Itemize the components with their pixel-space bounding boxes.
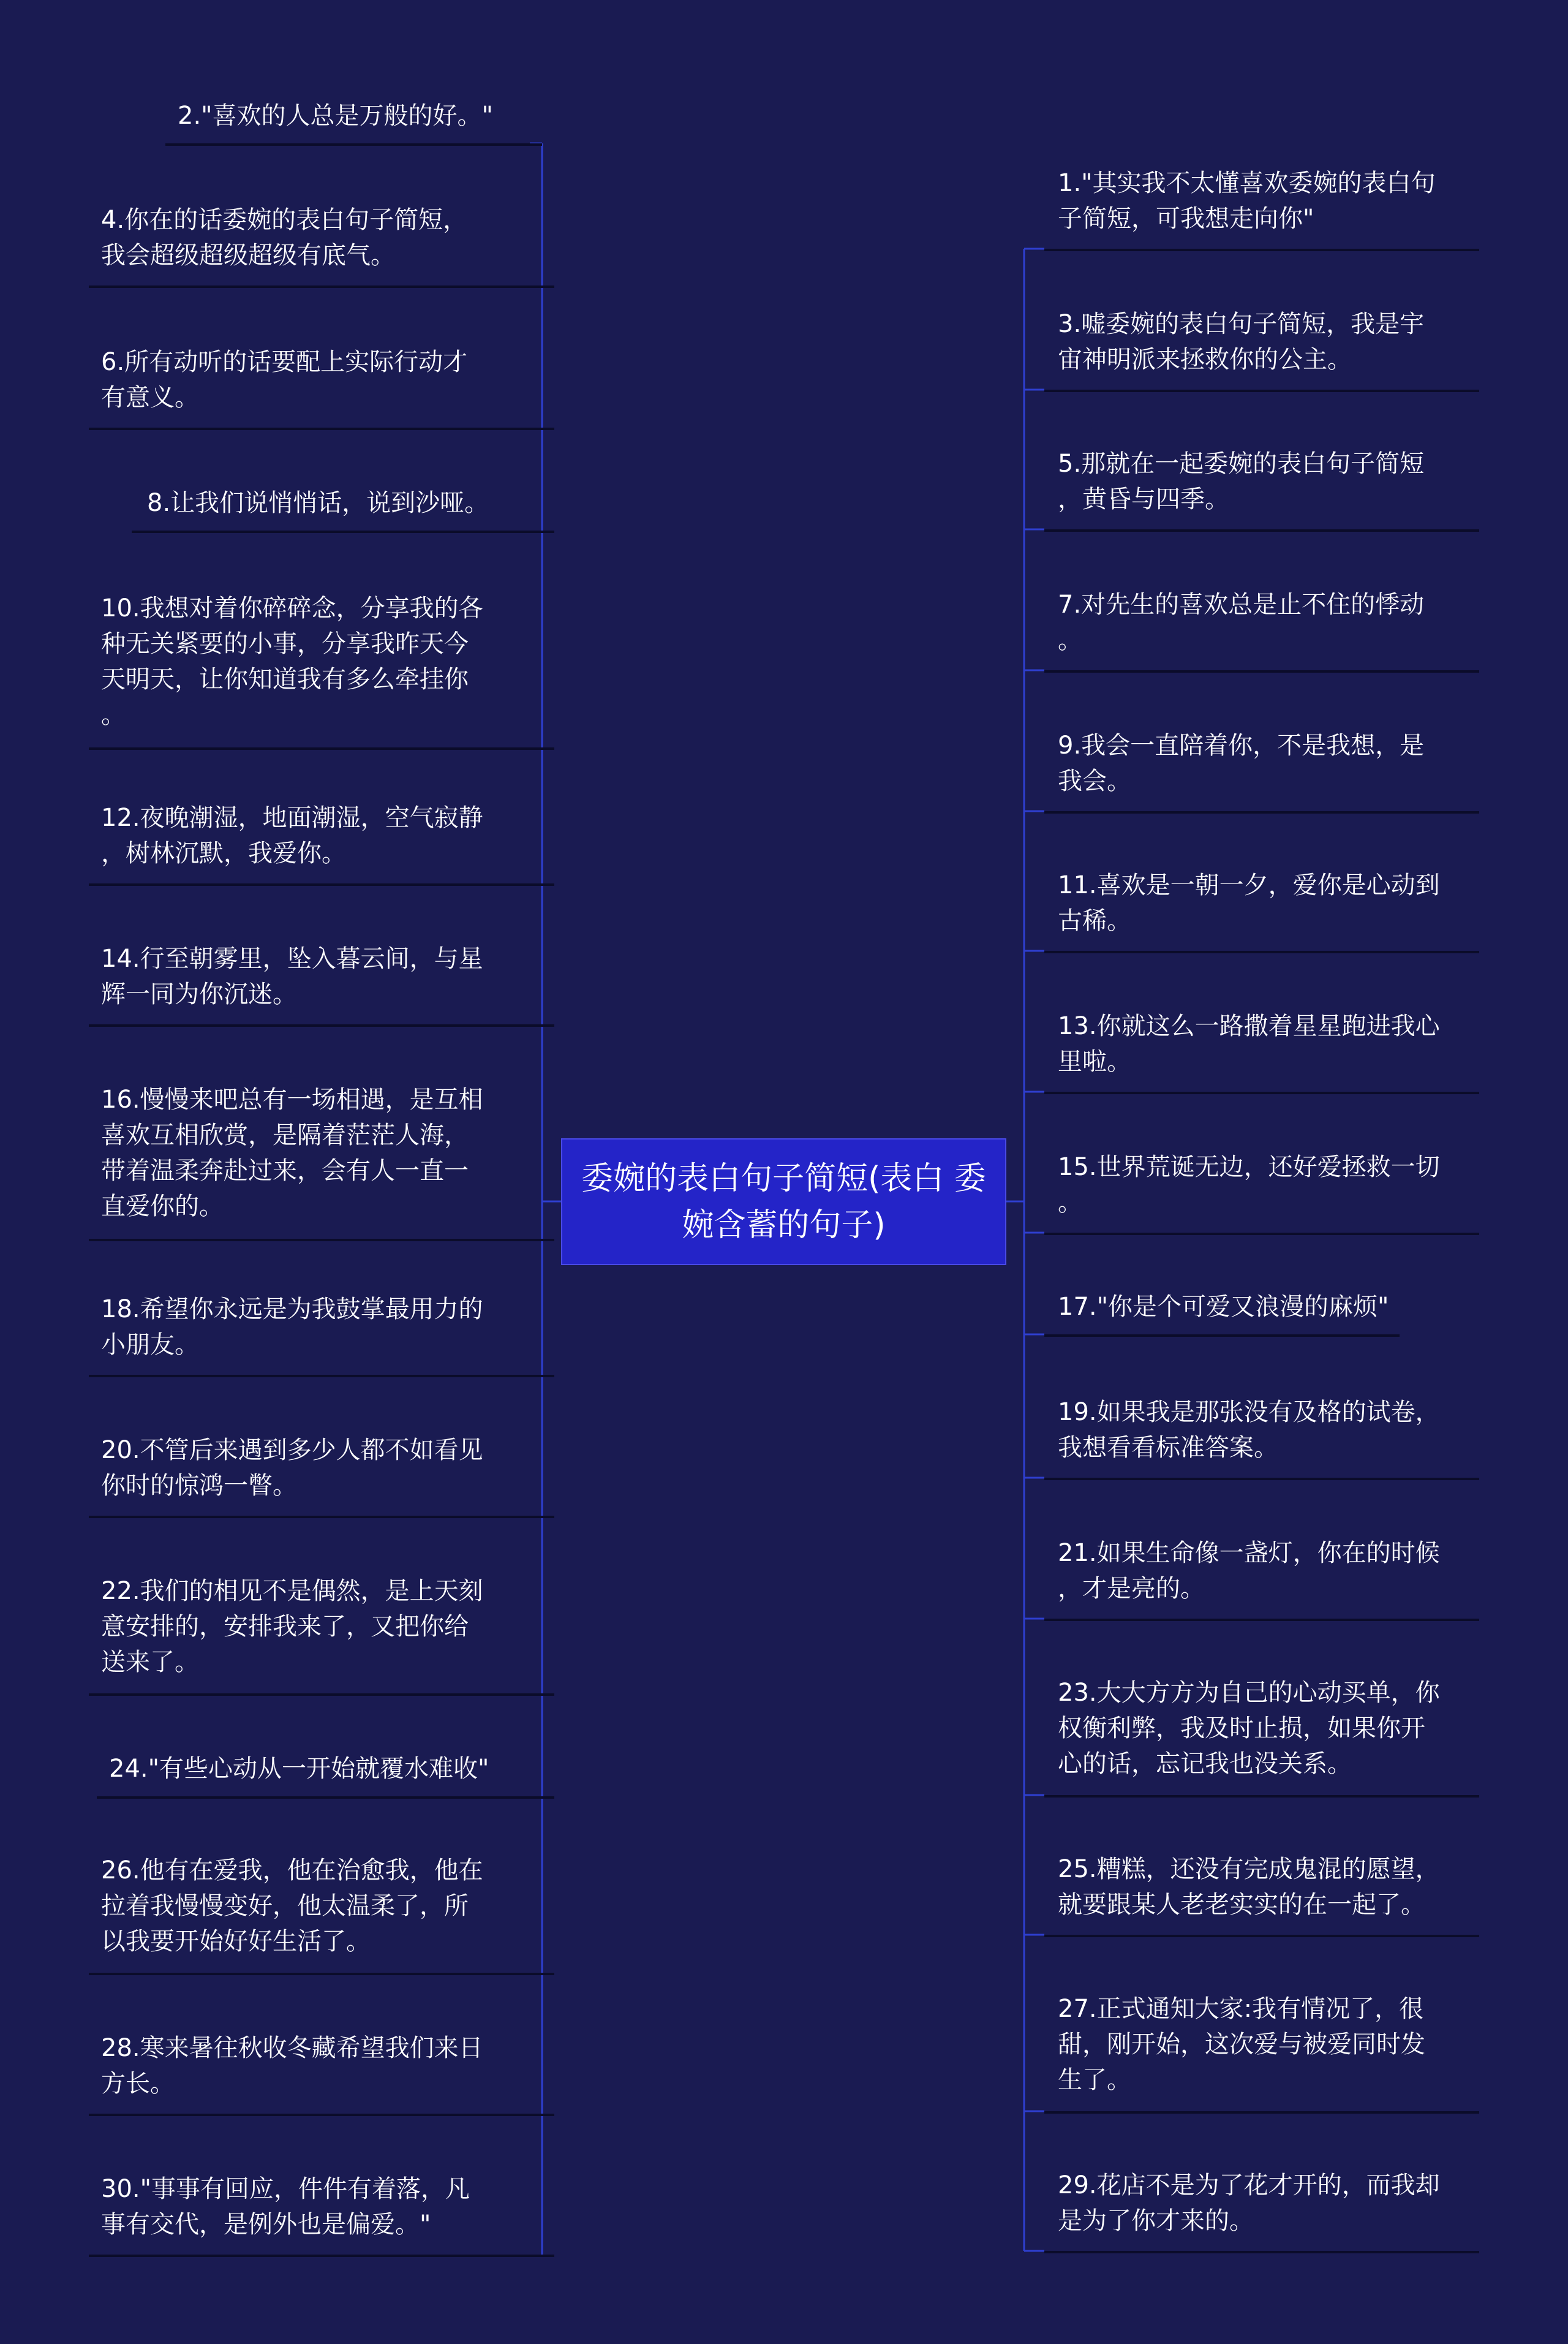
right-node[interactable]: 7.对先生的喜欢总是止不住的悸动 。 [1058,591,1425,654]
right-node[interactable]: 9.我会一直陪着你，不是我想，是 我会。 [1058,732,1425,795]
right-node[interactable]: 11.喜欢是一朝一夕，爱你是心动到 古稀。 [1058,871,1440,935]
left-node-underline [97,1796,554,1799]
right-node-underline [1044,529,1479,532]
right-node-underline [1044,1795,1479,1798]
right-node-underline [1044,1233,1479,1235]
right-node-underline [1044,2251,1479,2253]
right-node-underline [1044,1092,1479,1094]
left-node[interactable]: 6.所有动听的话要配上实际行动才 有意义。 [101,348,468,412]
left-node[interactable]: 18.希望你永远是为我鼓掌最用力的 小朋友。 [101,1295,483,1359]
right-node[interactable]: 29.花店不是为了花才开的，而我却 是为了你才来的。 [1058,2171,1440,2235]
left-node[interactable]: 20.不管后来遇到多少人都不如看见 你时的惊鸿一瞥。 [101,1436,483,1500]
right-node-underline [1044,249,1479,251]
right-node-underline [1044,951,1479,953]
left-node[interactable]: 16.慢慢来吧总有一场相遇，是互相 喜欢互相欣赏，是隔着茫茫人海， 带着温柔奔赴过来，会有人一直一 直爱你的。 [101,1086,483,1220]
right-node[interactable]: 17."你是个可爱又浪漫的麻烦" [1058,1293,1389,1321]
left-node[interactable]: 28.寒来暑往秋收冬藏希望我们来日 方长。 [101,2034,483,2098]
left-node-underline [89,1973,554,1975]
right-node[interactable]: 19.如果我是那张没有及格的试卷， 我想看看标准答案。 [1058,1398,1440,1462]
left-node-underline [89,2255,554,2257]
left-node[interactable]: 8.让我们说悄悄话，说到沙哑。 [147,489,489,517]
right-node[interactable]: 5.那就在一起委婉的表白句子简短 ，黄昏与四季。 [1058,450,1425,513]
left-node-underline [89,285,554,288]
left-node[interactable]: 30."事事有回应，件件有着落，凡 事有交代，是例外也是偏爱。" [101,2175,470,2239]
left-node-underline [89,1693,554,1696]
central-topic-label: 委婉的表白句子简短(表白 委婉含蓄的句子) [581,1160,986,1244]
left-node-underline [132,531,554,533]
right-node[interactable]: 25.糟糕，还没有完成鬼混的愿望， 就要跟某人老老实实的在一起了。 [1058,1855,1440,1919]
left-node-underline [89,1375,554,1377]
left-node-underline [89,1024,554,1027]
right-node[interactable]: 21.如果生命像一盏灯，你在的时候 ，才是亮的。 [1058,1539,1440,1603]
left-node-underline [89,883,554,886]
left-node-underline [89,747,554,750]
right-node-underline [1044,2111,1479,2114]
right-node[interactable]: 13.你就这么一路撒着星星跑进我心 里啦。 [1058,1012,1440,1076]
left-node[interactable]: 24."有些心动从一开始就覆水难收" [109,1755,489,1783]
right-node[interactable]: 3.嘘委婉的表白句子简短，我是宇 宙神明派来拯救你的公主。 [1058,310,1425,374]
left-node[interactable]: 2."喜欢的人总是万般的好。" [178,102,493,130]
right-node-underline [1044,811,1479,814]
right-node-underline [1044,1334,1400,1337]
left-node-underline [89,428,554,430]
left-node-underline [89,1516,554,1518]
right-node-underline [1044,1478,1479,1480]
left-node-underline [89,1239,554,1241]
right-node-underline [1044,670,1479,673]
right-node[interactable]: 27.正式通知大家:我有情况了，很 甜，刚开始，这次爱与被爱同时发 生了。 [1058,1995,1425,2094]
central-topic[interactable] [561,1138,1006,1265]
left-node-underline [165,143,542,146]
right-node[interactable]: 15.世界荒诞无边，还好爱拯救一切 。 [1058,1153,1440,1217]
right-node[interactable]: 1."其实我不太懂喜欢委婉的表白句 子简短，可我想走向你" [1058,169,1436,233]
right-node-underline [1044,390,1479,392]
left-node-underline [89,2114,554,2116]
left-node[interactable]: 26.他有在爱我，他在治愈我，他在 拉着我慢慢变好，他太温柔了，所 以我要开始好好生活了。 [101,1856,483,1956]
left-node[interactable]: 22.我们的相见不是偶然，是上天刻 意安排的，安排我来了，又把你给 送来了。 [101,1577,483,1676]
right-node-underline [1044,1935,1479,1937]
left-node[interactable]: 14.行至朝雾里，坠入暮云间，与星 辉一同为你沉迷。 [101,945,483,1008]
right-node[interactable]: 23.大大方方为自己的心动买单，你 权衡利弊，我及时止损，如果你开 心的话，忘记我也没关系。 [1058,1679,1440,1778]
right-node-underline [1044,1619,1479,1621]
left-node[interactable]: 10.我想对着你碎碎念，分享我的各 种无关紧要的小事，分享我昨天今 天明天，让你知道我有多么牵挂你 。 [101,594,483,729]
left-node[interactable]: 4.你在的话委婉的表白句子简短， 我会超级超级超级有底气。 [101,206,468,270]
left-node[interactable]: 12.夜晚潮湿，地面潮湿，空气寂静 ，树林沉默，我爱你。 [101,804,483,868]
